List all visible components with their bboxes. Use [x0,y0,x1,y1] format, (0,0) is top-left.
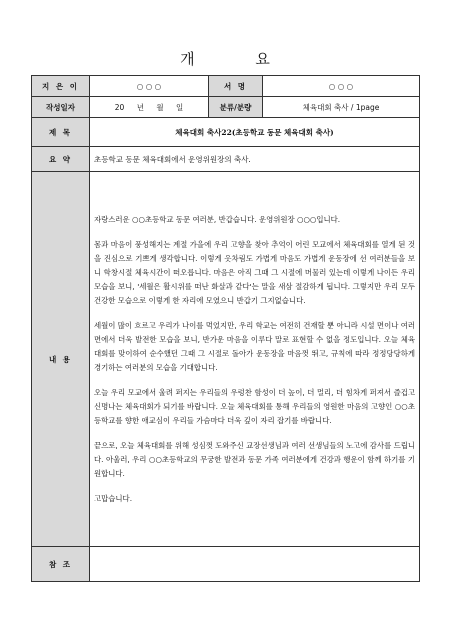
content-paragraph: 몸과 마음이 풍성해지는 계절 가을에 우리 고향을 찾아 추억이 어린 모교에서 체육대회를 열게 된 것을 진심으로 기쁘게 생각합니다. 이렇게 옷차림도 가볍게 마음도 가볍게 운동장에 선 여러분들을 보니 학창시절 체육시간이 떠오릅니다. 마음은 아직 그때 그 시절에 머물러 있는데 이렇게 나이든 우리 모습을 보니, '세월은 활시위를 떠난 화살과 같다'는 말을 새삼 절감하게 됩니다. 그렇지만 우리 모두 건강한 모습으로 이렇게 한 자리에 모였으니 반갑기 그지없습니다. [94,239,415,305]
content-row [32,172,420,547]
summary-value: 초등학교 동문 체육대회에서 운영위원장의 축사. [90,147,420,172]
page-title: 개 요 [180,50,298,68]
summary-row [32,147,420,172]
category-value: 체육대회 축사 / 1page [263,97,420,118]
category-label: 분류/분량 [209,97,263,118]
content-paragraph: 세월이 많이 흐르고 우리가 나이를 먹었지만, 우리 학교는 여전히 건재할 뿐 아니라 시설 면이나 여러 면에서 더욱 발전한 모습을 보니, 반가운 마음을 이루다 말로 표현할 수 없을 정도입니다. 오늘 체육대회를 맞이하여 순수했던 그때 그 시절로 돌아가 운동장을 마음껏 뛰고, 규칙에 따라 정정당당하게 경기하는 여러분의 모습을 기대합니다. [94,320,415,372]
title-label: 제 목 [32,118,90,147]
content-paragraph: 자랑스러운 ○○초등학교 동문 여러분, 반갑습니다. 운영위원장 ○○○입니다. [94,214,341,224]
speaker-value: ○ ○ ○ [263,76,420,97]
content-paragraph: 끝으로, 오늘 체육대회를 위해 성심껏 도와주신 교장선생님과 여러 선생님들의 노고에 감사를 드립니다. 아울러, 우리 ○○초등학교의 무궁한 발전과 동문 가족 여러분에게 건강과 행운이 함께 하기를 기원합니다. [94,440,415,478]
speaker-label: 서 명 [209,76,263,97]
reference-value [90,547,420,582]
document-form-table [31,75,420,582]
reference-row [32,547,420,582]
summary-label: 요 약 [32,147,90,172]
content-paragraph: 고맙습니다. [94,493,133,503]
author-label: 지 은 이 [32,76,90,97]
title-value: 체육대회 축사22(초등학교 동문 체육대회 축사) [90,118,420,147]
title-row [32,118,420,147]
author-row [32,76,420,97]
content-label: 내 용 [32,172,90,547]
content-paragraph: 오늘 우리 모교에서 울려 퍼지는 우리들의 우렁찬 함성이 더 높이, 더 멀리, 더 힘차게 퍼져서 즐겁고 신명나는 체육대회가 되기를 바랍니다. 오늘 체육대회를 통해 우리들의 영원한 마음의 고향인 ○○초등학교를 향한 애교심이 우리들 가슴마다 더욱 깊이 자리 잡기를 바랍니다. [94,387,415,425]
date-value: 20 년 월 일 [90,97,209,118]
author-value: ○ ○ ○ [90,76,209,97]
reference-label: 참 조 [32,547,90,582]
date-label: 작성일자 [32,97,90,118]
date-row [32,97,420,118]
content-body [90,172,420,547]
